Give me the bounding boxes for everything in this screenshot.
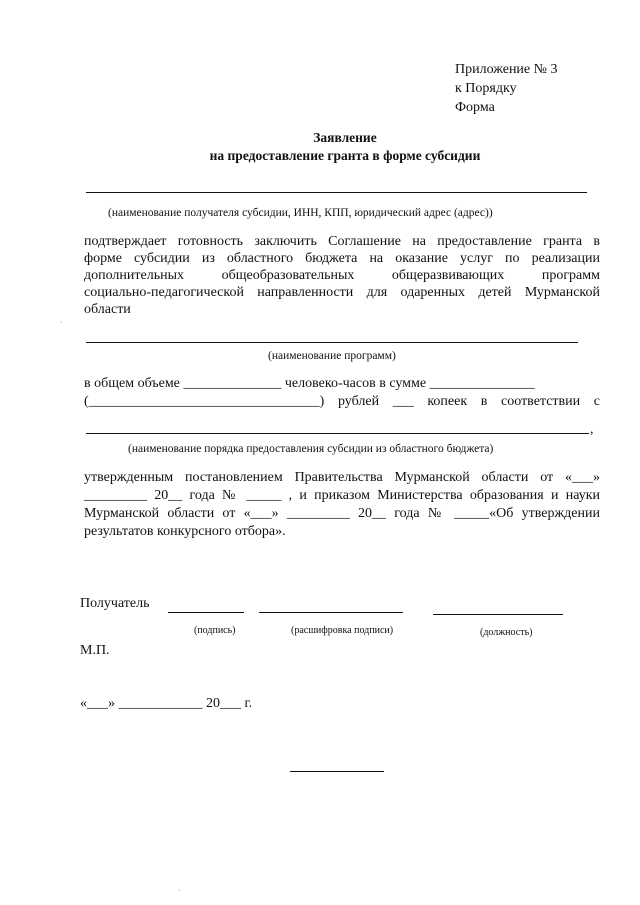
programs-blank-line — [86, 342, 578, 343]
position-caption: (должность) — [480, 627, 533, 638]
procedure-comma: , — [590, 422, 594, 437]
recipient-caption: (наименование получателя субсидии, ИНН, КПП, юридический адрес (адрес)) — [108, 207, 493, 219]
date-line: «___» ____________ 20___ г. — [80, 696, 253, 711]
signature-caption: (подпись) — [194, 625, 236, 636]
signature-decode-blank-line — [259, 612, 403, 613]
procedure-blank-line — [86, 433, 589, 434]
annex-number: Приложение № 3 — [455, 62, 558, 77]
confirm-line-4: социально-педагогической направленности для одаренных детей Мурманской — [84, 285, 600, 300]
document-title: Заявление — [313, 130, 377, 145]
recipient-blank-line — [86, 192, 587, 193]
programs-caption: (наименование программ) — [268, 350, 396, 362]
approved-line-2: _________ 20__ года № _____ , и приказом Министерства образования и науки — [84, 488, 600, 503]
position-blank-line — [433, 614, 563, 615]
confirm-line-2: форме субсидии из областного бюджета на оказание услуг по реализации — [84, 251, 600, 266]
volume-line-2: (_________________________________) рублей ___ копеек в соответствии с — [84, 394, 600, 409]
annex-block — [455, 60, 558, 117]
annex-form: Форма — [455, 100, 495, 115]
procedure-caption: (наименование порядка предоставления субсидии из областного бюджета) — [128, 443, 494, 455]
approved-line-3: Мурманской области от «___» _________ 20__ года № _____«Об утверждении — [84, 506, 600, 521]
confirm-line-3: дополнительных общеобразовательных общеразвивающих программ — [84, 268, 600, 283]
scan-speck: · — [178, 886, 181, 895]
recipient-label: Получатель — [80, 596, 150, 611]
signature-blank-line — [168, 612, 244, 613]
approved-line-1: утвержденным постановлением Правительства Мурманской области от «___» — [84, 470, 600, 485]
confirm-line-1: подтверждает готовность заключить Соглашение на предоставление гранта в — [84, 234, 600, 249]
document-subtitle: на предоставление гранта в форме субсидии — [209, 148, 481, 163]
approved-line-4: результатов конкурсного отбора». — [84, 524, 286, 539]
stamp-label: М.П. — [80, 643, 110, 658]
scan-speck: · — [60, 318, 63, 327]
confirm-line-5: области — [84, 302, 131, 317]
closing-rule — [290, 771, 384, 772]
volume-line-1: в общем объеме ______________ человеко-часов в сумме _______________ — [84, 376, 535, 391]
decode-caption: (расшифровка подписи) — [291, 625, 394, 636]
annex-procedure: к Порядку — [455, 81, 517, 96]
